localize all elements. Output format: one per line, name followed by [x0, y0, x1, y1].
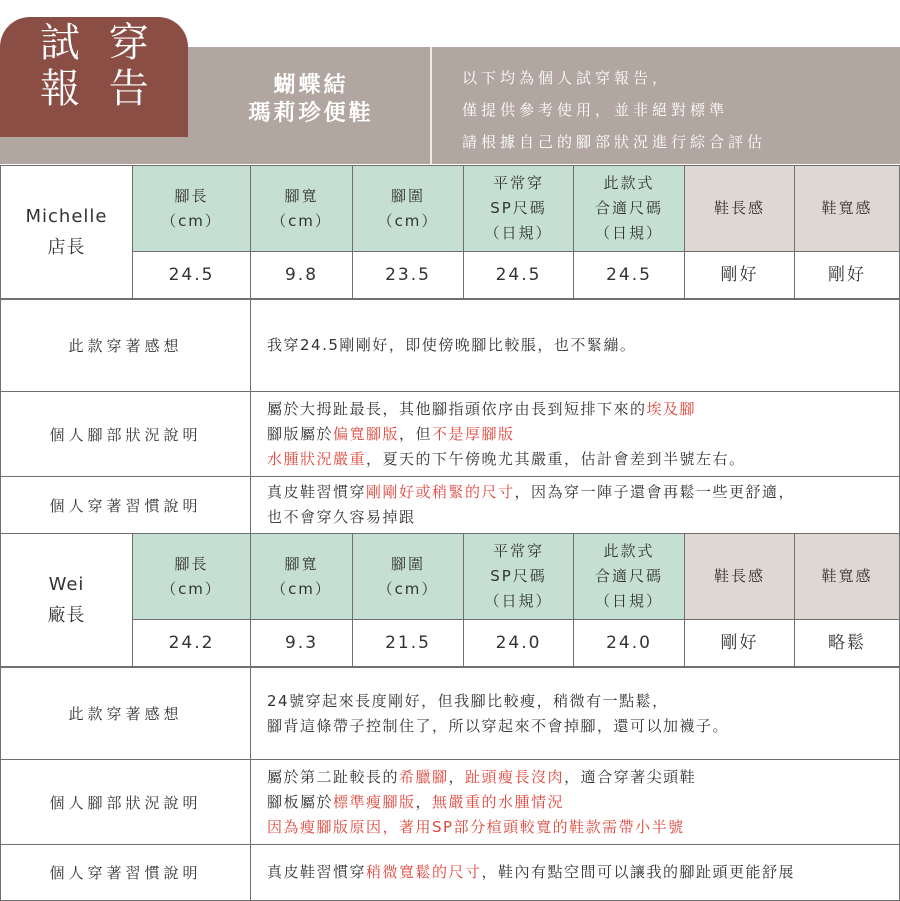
header-line: （日規） [594, 224, 663, 242]
text-line [267, 447, 899, 472]
header-line: 平常穿 [492, 542, 544, 560]
header-line: SP尺碼 [490, 567, 547, 585]
header-line: （cm） [271, 211, 332, 230]
reviewer-name: Michelle [25, 206, 108, 227]
reviewer-name-cell [0, 533, 133, 667]
foot-width-value: 9.8 [250, 251, 353, 299]
badge-text: 試 穿 報 告 [40, 20, 157, 112]
length-feel-value: 剛好 [684, 251, 795, 299]
disclaimer-notes: 以下均為個人試穿報告， 僅提供參考使用，並非絕對標準 請根據自己的腳部狀況進行綜合評估 [462, 69, 767, 151]
header-line: 腳長 [174, 186, 209, 205]
text-segment: ， [448, 767, 466, 786]
fit-size-value: 24.5 [573, 251, 685, 299]
width-feel-value: 略鬆 [794, 619, 900, 667]
text-segment: 屬於大拇趾最長，其他腳指頭依序由長到短排下來的 [267, 399, 647, 418]
text-segment: 腳版屬於 [267, 424, 334, 443]
highlight-text: 希臘腳 [399, 767, 449, 786]
text-line [267, 790, 899, 815]
foot-length-value: 24.2 [132, 619, 251, 667]
reviewer-role: 廠長 [47, 605, 86, 626]
habit-text [250, 844, 900, 901]
text-line [267, 422, 899, 447]
foot-condition-label: 個人腳部狀況說明 [0, 391, 251, 477]
highlight-text: 稍微寬鬆的尺寸 [366, 863, 482, 881]
foot-length-value: 24.5 [132, 251, 251, 299]
text-segment: 24號穿起來長度剛好，但我腳比較瘦，稍微有一點鬆， [267, 691, 669, 710]
reviewer-name: Wei [48, 574, 85, 595]
fit-size-header [573, 533, 685, 620]
text-line [267, 689, 899, 714]
highlight-text: 因為瘦腳版原因，著用SP部分楦頭較寬的鞋款需帶小半號 [267, 817, 685, 836]
habit-label: 個人穿著習慣說明 [0, 476, 251, 534]
text-line [267, 480, 899, 505]
highlight-text: 水腫狀況嚴重 [267, 449, 367, 468]
usual-size-value: 24.0 [463, 619, 574, 667]
text-line [267, 505, 899, 530]
highlight-text: 標準瘦腳版 [333, 792, 416, 811]
impression-label: 此款穿著感想 [0, 667, 251, 760]
text-line [267, 815, 899, 840]
foot-condition-text [250, 759, 900, 845]
highlight-text: 趾頭瘦長沒肉 [465, 767, 565, 786]
reviewer-role: 店長 [47, 237, 86, 258]
header-line: （日規） [484, 224, 553, 242]
header-line: （cm） [271, 579, 332, 598]
fit-size-value: 24.0 [573, 619, 685, 667]
width-feel-header: 鞋寬感 [794, 165, 900, 252]
text-segment: ，但 [399, 424, 433, 443]
text-line [267, 333, 899, 358]
impression-label: 此款穿著感想 [0, 299, 251, 392]
foot-girth-value: 23.5 [352, 251, 464, 299]
habit-label: 個人穿著習慣說明 [0, 844, 251, 901]
text-segment: 腳背這條帶子控制住了，所以穿起來不會掉腳，還可以加襪子。 [267, 716, 730, 735]
header-line: 此款式 [603, 542, 655, 560]
header-line: 合適尺碼 [594, 199, 663, 217]
header-line: （日規） [594, 592, 663, 610]
usual-size-header [463, 533, 574, 620]
header-line: 合適尺碼 [594, 567, 663, 585]
fit-size-header [573, 165, 685, 252]
text-segment: 腳板屬於 [267, 792, 334, 811]
header-line: 腳寬 [284, 554, 319, 573]
header-line: 腳圍 [390, 554, 425, 573]
text-segment: 我穿24.5剛剛好，即使傍晚腳比較脹，也不緊繃。 [267, 336, 637, 354]
text-segment: ，夏天的下午傍晚尤其嚴重，估計會差到半號左右。 [366, 449, 746, 468]
text-segment: ，因為穿一陣子還會再鬆一些更舒適， [514, 483, 796, 501]
text-line [267, 714, 899, 739]
reviewer-name-cell [0, 165, 133, 299]
foot-girth-value: 21.5 [352, 619, 464, 667]
length-feel-header: 鞋長感 [684, 165, 795, 252]
usual-size-value: 24.5 [463, 251, 574, 299]
header-divider [430, 47, 432, 164]
foot-length-header [132, 533, 251, 620]
text-segment: ， [415, 792, 433, 811]
header-line: 腳圍 [390, 186, 425, 205]
header-line: 平常穿 [492, 174, 544, 192]
header-line: （cm） [377, 211, 439, 230]
foot-condition-text [250, 391, 900, 477]
text-segment: 也不會穿久容易掉跟 [267, 508, 416, 526]
text-segment: ，鞋內有點空間可以讓我的腳趾頭更能舒展 [481, 863, 796, 881]
text-segment: 屬於第二趾較長的 [267, 767, 400, 786]
product-title: 蝴蝶結 瑪莉珍便鞋 [248, 73, 374, 126]
habit-text [250, 476, 900, 534]
foot-length-header [132, 165, 251, 252]
header-line: （cm） [161, 211, 222, 230]
impression-text [250, 299, 900, 392]
header-line: （cm） [161, 579, 222, 598]
foot-width-value: 9.3 [250, 619, 353, 667]
highlight-text: 不是厚腳版 [432, 424, 515, 443]
length-feel-value: 剛好 [684, 619, 795, 667]
impression-text [250, 667, 900, 760]
usual-size-header [463, 165, 574, 252]
length-feel-header: 鞋長感 [684, 533, 795, 620]
header-line: 腳寬 [284, 186, 319, 205]
foot-girth-header [352, 165, 464, 252]
header-line: 此款式 [603, 174, 655, 192]
text-segment: 真皮鞋習慣穿 [267, 483, 367, 501]
text-line [267, 397, 899, 422]
highlight-text: 偏寬腳版 [333, 424, 400, 443]
foot-condition-label: 個人腳部狀況說明 [0, 759, 251, 845]
highlight-text: 埃及腳 [646, 399, 697, 418]
foot-width-header [250, 533, 353, 620]
foot-girth-header [352, 533, 464, 620]
width-feel-value: 剛好 [794, 251, 900, 299]
foot-width-header [250, 165, 353, 252]
text-segment: ，適合穿著尖頭鞋 [564, 767, 697, 786]
text-line [267, 860, 899, 885]
header-line: （cm） [377, 579, 439, 598]
width-feel-header: 鞋寬感 [794, 533, 900, 620]
highlight-text: 剛剛好或稍緊的尺寸 [366, 483, 515, 501]
text-segment: 真皮鞋習慣穿 [267, 863, 367, 881]
header-line: （日規） [484, 592, 553, 610]
header-line: SP尺碼 [490, 199, 547, 217]
highlight-text: 無嚴重的水腫情況 [432, 792, 565, 811]
text-line [267, 765, 899, 790]
header-line: 腳長 [174, 554, 209, 573]
